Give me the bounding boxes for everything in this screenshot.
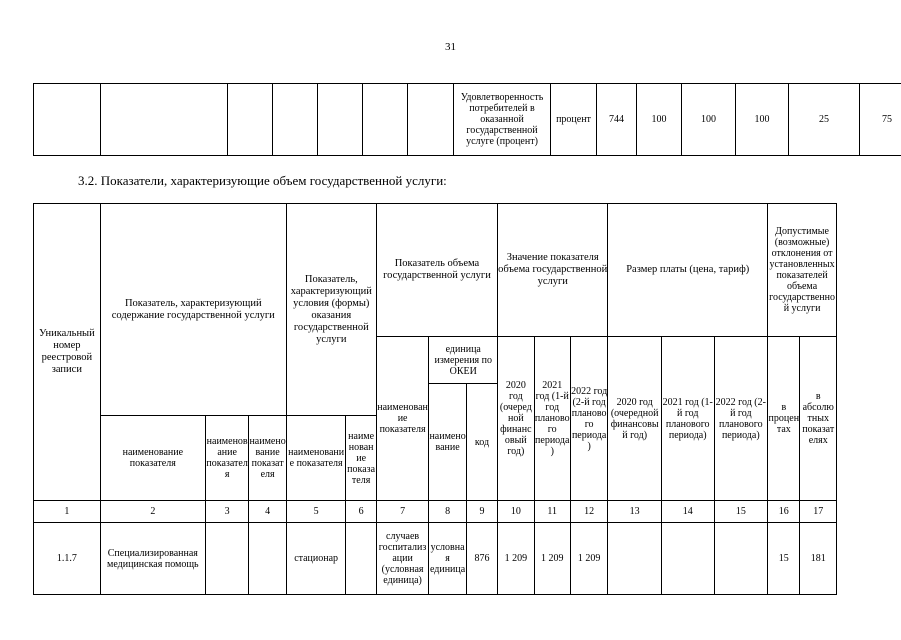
header-absolute: в абсолютных показателях bbox=[800, 337, 837, 501]
table-cell bbox=[273, 84, 318, 156]
value-cell: 100 bbox=[736, 84, 789, 156]
table-cell bbox=[101, 84, 228, 156]
row-absolute: 181 bbox=[800, 523, 837, 595]
unit-name: процент bbox=[551, 84, 597, 156]
row-percent: 15 bbox=[768, 523, 800, 595]
header-cond-short: наименование показателя bbox=[346, 416, 376, 501]
row-f2020 bbox=[608, 523, 662, 595]
value-cell: 75 bbox=[860, 84, 901, 156]
header-deviation: Допустимые (возможные) отклонения от установленных показателей объема государственной услуги bbox=[768, 204, 837, 337]
col-number: 1 bbox=[34, 501, 101, 523]
col-number: 9 bbox=[466, 501, 497, 523]
header-name-short: наименование показателя bbox=[249, 416, 286, 501]
header-fee-2021: 2021 год (1-й год планового периода) bbox=[661, 337, 714, 501]
header-percent: в процентах bbox=[768, 337, 800, 501]
value-cell: 100 bbox=[682, 84, 736, 156]
row-cell bbox=[346, 523, 376, 595]
header-fee-2020: 2020 год (очередной финансовый год) bbox=[608, 337, 662, 501]
section-title: 3.2. Показатели, характеризующие объем государственной услуги: bbox=[78, 173, 447, 188]
table-row bbox=[34, 501, 837, 523]
indicator-name: Удовлетворенность потребителей в оказанной государственной услуге (процент) bbox=[454, 84, 551, 156]
table-cell bbox=[363, 84, 408, 156]
header-cond-name: наименование показателя bbox=[286, 416, 346, 501]
col-number: 13 bbox=[608, 501, 662, 523]
row-code: 876 bbox=[466, 523, 497, 595]
row-f2021 bbox=[661, 523, 714, 595]
row-vol-name: случаев госпитализации (условная единица) bbox=[376, 523, 429, 595]
value-cell: 100 bbox=[637, 84, 682, 156]
col-number: 2 bbox=[100, 501, 205, 523]
header-content: Показатель, характеризующий содержание государственной услуги bbox=[100, 204, 286, 416]
col-number: 5 bbox=[286, 501, 346, 523]
header-conditions: Показатель, характеризующий условия (формы) оказания государственной услуги bbox=[286, 204, 376, 416]
header-value: Значение показателя объема государственной услуги bbox=[498, 204, 608, 337]
header-name-ind: наименование показателя bbox=[100, 416, 205, 501]
header-fee-2022: 2022 год (2-й год планового периода) bbox=[714, 337, 768, 501]
col-number: 11 bbox=[534, 501, 570, 523]
header-val-2020: 2020 год (очередной финансовый год) bbox=[498, 337, 534, 501]
unit-code: 744 bbox=[597, 84, 637, 156]
col-number: 10 bbox=[498, 501, 534, 523]
row-content: Специализированная медицинская помощь bbox=[100, 523, 205, 595]
row-cell bbox=[249, 523, 286, 595]
table-cell bbox=[318, 84, 363, 156]
header-fee: Размер платы (цена, тариф) bbox=[608, 204, 768, 337]
col-number: 15 bbox=[714, 501, 768, 523]
header-volume: Показатель объема государственной услуги bbox=[376, 204, 497, 337]
col-number: 6 bbox=[346, 501, 376, 523]
row-f2022 bbox=[714, 523, 768, 595]
header-unit-name: наименование bbox=[429, 384, 466, 501]
col-number: 7 bbox=[376, 501, 429, 523]
col-number: 16 bbox=[768, 501, 800, 523]
row-unit-name: условная единица bbox=[429, 523, 466, 595]
volume-table bbox=[33, 203, 837, 595]
table-cell bbox=[408, 84, 454, 156]
col-number: 8 bbox=[429, 501, 466, 523]
col-number: 4 bbox=[249, 501, 286, 523]
table-cell bbox=[228, 84, 273, 156]
row-cell bbox=[205, 523, 248, 595]
row-v2022: 1 209 bbox=[570, 523, 607, 595]
col-number: 3 bbox=[205, 501, 248, 523]
table-row bbox=[34, 204, 837, 337]
header-vol-name: наименование показателя bbox=[376, 337, 429, 501]
table-cell bbox=[34, 84, 101, 156]
col-number: 17 bbox=[800, 501, 837, 523]
table-row bbox=[34, 84, 901, 156]
col-number: 12 bbox=[570, 501, 607, 523]
header-unit-code: код bbox=[466, 384, 497, 501]
row-unique: 1.1.7 bbox=[34, 523, 101, 595]
header-unit: единица измерения по ОКЕИ bbox=[429, 337, 498, 384]
value-cell: 25 bbox=[789, 84, 860, 156]
header-unique: Уникальный номер реестровой записи bbox=[34, 204, 101, 501]
header-val-2022: 2022 год (2-й год планового периода) bbox=[570, 337, 607, 501]
top-table bbox=[33, 83, 901, 156]
page-number: 31 bbox=[445, 41, 456, 53]
header-name-short: наименование показателя bbox=[205, 416, 248, 501]
header-val-2021: 2021 год (1-й год планового периода) bbox=[534, 337, 570, 501]
row-v2020: 1 209 bbox=[498, 523, 534, 595]
row-condition: стационар bbox=[286, 523, 346, 595]
col-number: 14 bbox=[661, 501, 714, 523]
table-row bbox=[34, 523, 837, 595]
row-v2021: 1 209 bbox=[534, 523, 570, 595]
